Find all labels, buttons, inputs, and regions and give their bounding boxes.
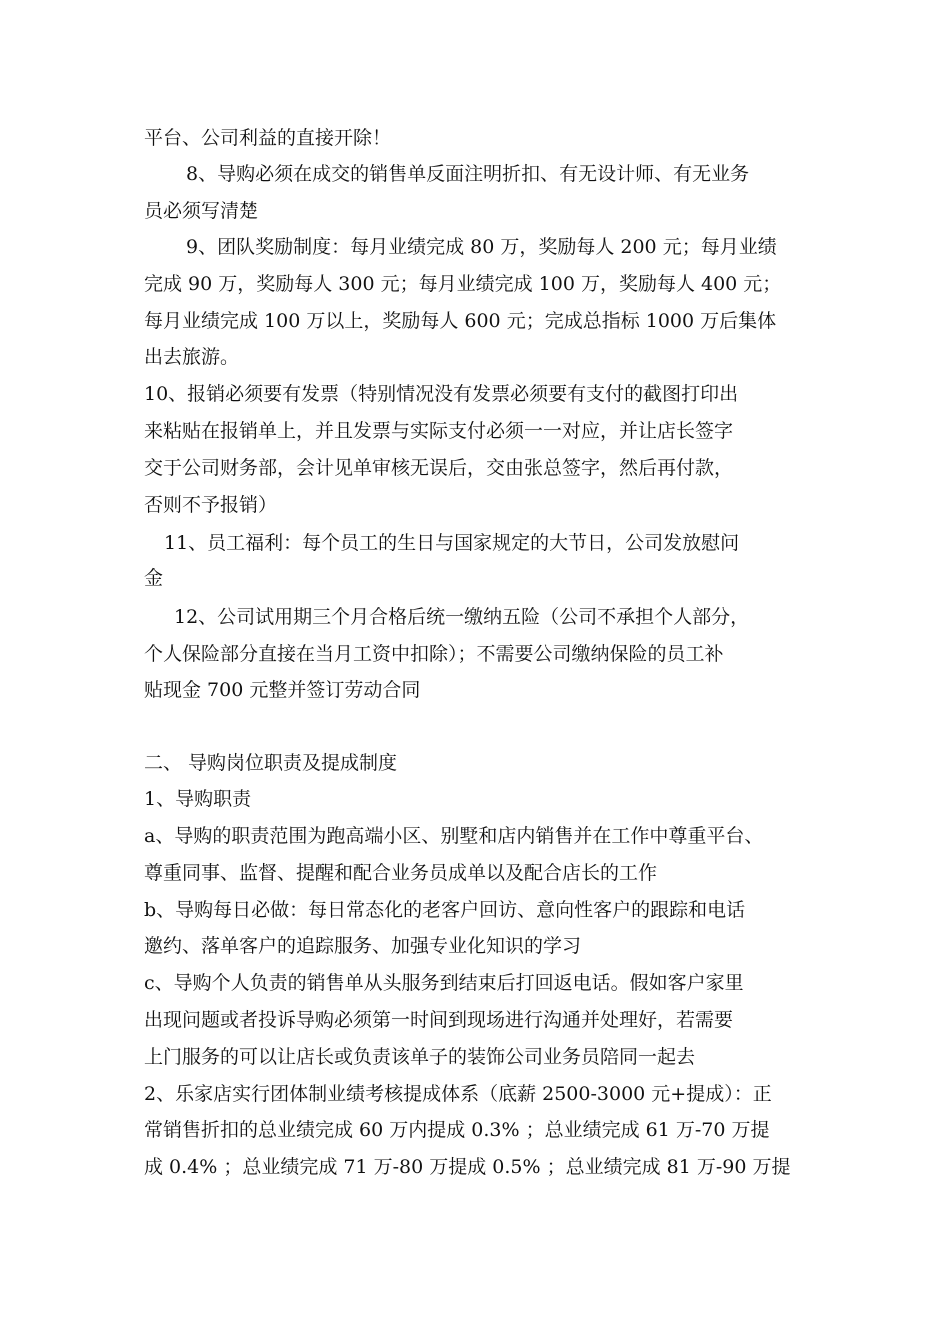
text-line: 8、导购必须在成交的销售单反面注明折扣、有无设计师、有无业务 [186, 163, 750, 185]
text-line: 2、乐家店实行团体制业绩考核提成体系（底薪 2500-3000 元+提成）：正 [144, 1083, 772, 1105]
text-line: 成 0.4% ；总业绩完成 71 万-80 万提成 0.5% ；总业绩完成 81 万-90 万提 [144, 1156, 791, 1178]
text-line: 贴现金 700 元整并签订劳动合同 [144, 679, 421, 701]
text-line: 平台、公司利益的直接开除！ [144, 127, 392, 149]
text-line: 来粘贴在报销单上，并且发票与实际支付必须一一对应，并让店长签字 [144, 420, 734, 442]
section-heading: 二、 导购岗位职责及提成制度 [144, 752, 398, 774]
text-line: 每月业绩完成 100 万以上，奖励每人 600 元；完成总指标 1000 万后集体 [144, 310, 777, 332]
text-line: 邀约、落单客户的追踪服务、加强专业化知识的学习 [144, 935, 582, 957]
text-line: 金 [144, 567, 164, 589]
text-line: 个人保险部分直接在当月工资中扣除）；不需要公司缴纳保险的员工补 [144, 643, 724, 665]
text-line: 12、公司试用期三个月合格后统一缴纳五险（公司不承担个人部分， [174, 606, 750, 628]
text-line: 出去旅游。 [144, 346, 240, 368]
text-line: 出现问题或者投诉导购必须第一时间到现场进行沟通并处理好，若需要 [144, 1009, 734, 1031]
text-line: 10、报销必须要有发票（特别情况没有发票必须要有支付的截图打印出 [144, 383, 739, 405]
text-line: 尊重同事、监督、提醒和配合业务员成单以及配合店长的工作 [144, 862, 658, 884]
text-line: 交于公司财务部，会计见单审核无误后，交由张总签字，然后再付款， [144, 457, 734, 479]
text-line: c、导购个人负责的销售单从头服务到结束后打回返电话。假如客户家里 [144, 972, 744, 994]
text-line: 上门服务的可以让店长或负责该单子的装饰公司业务员陪同一起去 [144, 1046, 696, 1068]
text-line: 9、团队奖励制度：每月业绩完成 80 万，奖励每人 200 元；每月业绩 [186, 236, 777, 258]
text-line: 否则不予报销） [144, 494, 278, 516]
text-line: a、导购的职责范围为跑高端小区、别墅和店内销售并在工作中尊重平台、 [144, 825, 764, 847]
text-line: 常销售折扣的总业绩完成 60 万内提成 0.3% ；总业绩完成 61 万-70 万提 [144, 1119, 770, 1141]
text-line: 11、员工福利：每个员工的生日与国家规定的大节日，公司发放慰问 [164, 532, 740, 554]
text-line: 完成 90 万，奖励每人 300 元；每月业绩完成 100 万，奖励每人 400 元； [144, 273, 782, 295]
subsection-heading: 1、导购职责 [144, 788, 252, 810]
text-line: b、导购每日必做：每日常态化的老客户回访、意向性客户的跟踪和电话 [144, 899, 746, 921]
text-line: 员必须写清楚 [144, 200, 259, 222]
